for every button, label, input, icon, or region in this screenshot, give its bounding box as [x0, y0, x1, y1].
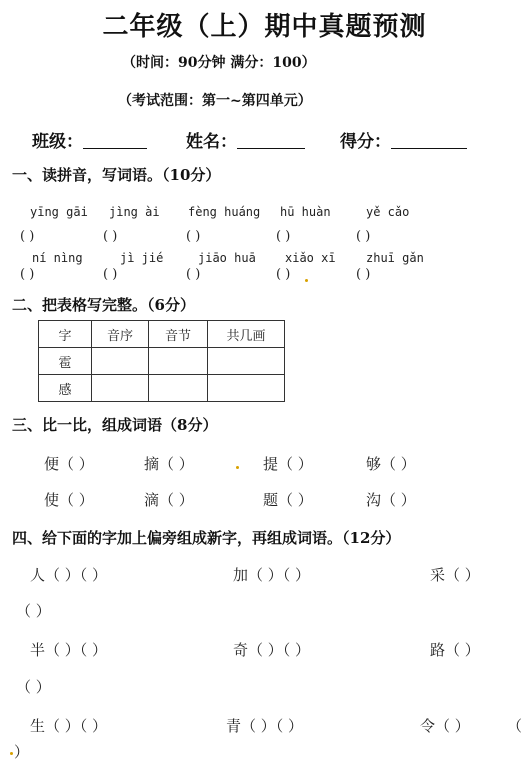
- col-char: 字: [39, 321, 92, 348]
- name-blank[interactable]: [237, 132, 305, 149]
- radical-wrap-close: ）: [14, 743, 30, 761]
- ink-dot: [236, 466, 239, 469]
- radical-wrap-2[interactable]: （ ）: [16, 678, 51, 696]
- table-row: [39, 348, 285, 375]
- pinyin-1: yīng gāi: [30, 205, 88, 219]
- answer-box-3[interactable]: ( ): [186, 229, 201, 244]
- radical-item-7[interactable]: [30, 715, 107, 736]
- exam-scope: （考试范围：第一~第四单元）: [118, 93, 312, 109]
- answer-box-4[interactable]: ( ): [276, 229, 291, 244]
- answer-box-2[interactable]: ( ): [103, 229, 118, 244]
- pinyin-8: jiāo huā: [198, 251, 256, 265]
- name-label: 姓名：: [186, 132, 237, 152]
- page-title: 二年级（上）期中真题预测: [102, 12, 427, 42]
- table-cell[interactable]: [149, 348, 208, 375]
- radical-char: 采: [430, 566, 446, 584]
- radical-char: 青: [226, 717, 242, 735]
- class-field: [32, 127, 147, 152]
- compare-item-1[interactable]: 便（ ）: [44, 455, 94, 473]
- answer-parens[interactable]: （ ）: [435, 717, 470, 735]
- answer-box-7[interactable]: ( ): [103, 267, 118, 282]
- score-blank[interactable]: [391, 132, 467, 149]
- table-cell[interactable]: [92, 375, 149, 402]
- answer-parens[interactable]: （ ）: [445, 641, 480, 659]
- table-cell[interactable]: [208, 348, 285, 375]
- radical-item-8[interactable]: [226, 715, 303, 736]
- radical-char: 加: [233, 566, 249, 584]
- pinyin-6: ní nìng: [32, 251, 83, 265]
- answer-box-9[interactable]: ( ): [276, 267, 291, 282]
- section4-heading: 四、给下面的字加上偏旁组成新字，再组成词语。（12分）: [12, 529, 401, 547]
- table-header-row: [39, 321, 285, 348]
- compare-item-2[interactable]: 摘（ ）: [144, 455, 194, 473]
- radical-item-1[interactable]: [30, 564, 107, 585]
- radical-char: 生: [30, 717, 46, 735]
- radical-item-9[interactable]: [420, 715, 470, 736]
- radical-item-4[interactable]: [30, 639, 107, 660]
- compare-item-5[interactable]: 使（ ）: [44, 491, 94, 509]
- answer-parens[interactable]: （ ）（ ）: [248, 641, 311, 659]
- col-syllable: 音节: [149, 321, 208, 348]
- answer-box-1[interactable]: ( ): [20, 229, 35, 244]
- radical-item-5[interactable]: [233, 639, 310, 660]
- answer-parens[interactable]: （ ）（ ）: [45, 641, 108, 659]
- answer-box-8[interactable]: ( ): [186, 267, 201, 282]
- score-label: 得分：: [340, 132, 391, 152]
- compare-item-7[interactable]: 题（ ）: [263, 491, 313, 509]
- time-info: （时间：90分钟 满分：100）: [122, 55, 316, 71]
- answer-parens[interactable]: （ ）（ ）: [248, 566, 311, 584]
- col-strokes: 共几画: [208, 321, 285, 348]
- answer-box-6[interactable]: ( ): [20, 267, 35, 282]
- class-label: 班级：: [32, 132, 83, 152]
- pinyin-9: xiǎo xī: [285, 251, 336, 265]
- radical-char: 半: [30, 641, 46, 659]
- compare-item-4[interactable]: 够（ ）: [366, 455, 416, 473]
- answer-parens[interactable]: （ ）（ ）: [45, 566, 108, 584]
- table-row: [39, 375, 285, 402]
- answer-box-5[interactable]: ( ): [356, 229, 371, 244]
- table-cell[interactable]: [92, 348, 149, 375]
- compare-item-3[interactable]: 提（ ）: [263, 455, 313, 473]
- pinyin-3: fèng huáng: [188, 205, 261, 219]
- ink-dot: [10, 752, 13, 755]
- pinyin-5: yě cǎo: [366, 205, 410, 219]
- pinyin-4: hū huàn: [280, 205, 331, 219]
- pinyin-7: jì jié: [120, 251, 164, 265]
- row-char-1: 雹: [39, 348, 92, 375]
- answer-box-10[interactable]: ( ): [356, 267, 371, 282]
- radical-char: 令: [420, 717, 436, 735]
- score-field: [340, 127, 467, 152]
- radical-wrap-1[interactable]: （ ）: [16, 602, 51, 620]
- class-blank[interactable]: [83, 132, 147, 149]
- col-initial: 音序: [92, 321, 149, 348]
- compare-item-8[interactable]: 沟（ ）: [366, 491, 416, 509]
- ink-dot: [305, 279, 308, 282]
- radical-item-6[interactable]: [430, 639, 480, 660]
- section3-heading: 三、比一比，组成词语（8分）: [12, 416, 218, 434]
- row-char-2: 感: [39, 375, 92, 402]
- answer-parens[interactable]: （ ）: [445, 566, 480, 584]
- radical-char: 人: [30, 566, 46, 584]
- table-cell[interactable]: [208, 375, 285, 402]
- pinyin-10: zhuī gǎn: [366, 251, 424, 265]
- radical-item-2[interactable]: [233, 564, 310, 585]
- table-cell[interactable]: [149, 375, 208, 402]
- answer-parens[interactable]: （ ）（ ）: [45, 717, 108, 735]
- radical-char: 奇: [233, 641, 249, 659]
- radical-wrap-open[interactable]: （: [507, 717, 523, 735]
- section1-heading: 一、读拼音，写词语。（10分）: [12, 166, 221, 184]
- section2-heading: 二、把表格写完整。（6分）: [12, 296, 195, 314]
- radical-item-3[interactable]: [430, 564, 480, 585]
- radical-char: 路: [430, 641, 446, 659]
- answer-parens[interactable]: （ ）（ ）: [241, 717, 304, 735]
- pinyin-2: jìng ài: [109, 205, 160, 219]
- stroke-table: [38, 320, 285, 402]
- compare-item-6[interactable]: 滴（ ）: [144, 491, 194, 509]
- name-field: [186, 127, 305, 152]
